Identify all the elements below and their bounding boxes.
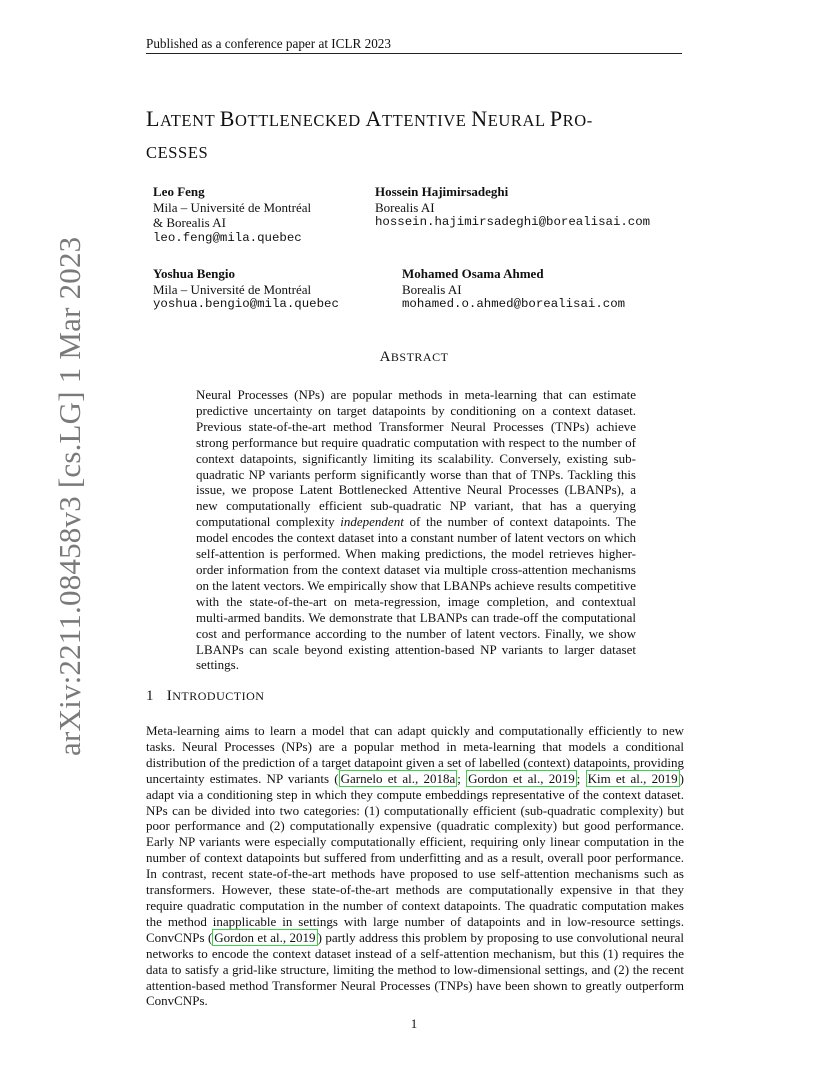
header-rule bbox=[146, 53, 682, 54]
author-block bbox=[153, 184, 311, 246]
body-text: Meta-learning aims to learn a model that can adapt quickly and computationally efficiently to new tasks. Neural Processes (NPs) are a popular method in meta-learning that models a conditional distribution of the prediction of a target datapoint given a set of labelled (context) datapoints, providing uncertainty estimates. NP variants ( bbox=[146, 723, 684, 786]
title-part: - bbox=[586, 111, 593, 130]
author-email[interactable]: hossein.hajimirsadeghi@borealisai.com bbox=[375, 215, 651, 229]
citation-link[interactable]: Kim et al., 2019 bbox=[587, 770, 678, 786]
paper-title bbox=[146, 104, 686, 168]
abstract-text-emphasis: independent bbox=[340, 514, 404, 530]
author-name: Hossein Hajimirsadeghi bbox=[375, 184, 509, 199]
author-affiliation: Mila – Université de Montréal bbox=[153, 281, 312, 297]
title-part: P bbox=[549, 106, 563, 131]
body-text: ) partly address this problem by proposing to use convolutional neural networks to encode the context dataset instead of a self-attention mechanism, but this (1) requires the data to satisfy a grid-like structure, limiting the method to low-dimensional settings, and (2) the recent attention-based method Transformer Neural Processes (TNPs) have been shown to greatly outperform ConvCNPs. bbox=[146, 929, 685, 1009]
title-part: OTTLENECKED bbox=[235, 111, 366, 130]
title-part: TTENTIVE bbox=[381, 111, 472, 130]
abstract-text bbox=[196, 387, 636, 673]
abstract-text-part: of the number of context datapoints. The model encodes the context dataset into a constant number of latent vectors on which self-attention is performed. When making predictions, the model retrieves higher-order information from the context dataset via multiple cross-attention mechanisms on the latent vectors. We empirically show that LBANPs achieve results competitive with the state-of-the-art on meta-regression, image completion, and contextual multi-armed bandits. We demonstrate that LBANPs can trade-off the computational cost and performance according to the number of latent vectors. Finally, we show LBANPs can scale beyond existing attention-based NP variants to larger dataset settings. bbox=[196, 514, 636, 673]
title-part: CESSES bbox=[146, 143, 209, 162]
title-part: A bbox=[365, 106, 382, 131]
author-email[interactable]: mohamed.o.ahmed@borealisai.com bbox=[402, 297, 626, 311]
section-number: 1 bbox=[146, 688, 154, 704]
title-part: RO bbox=[562, 111, 587, 130]
author-affiliation: Borealis AI bbox=[375, 199, 435, 215]
author-block bbox=[375, 184, 650, 231]
title-part: ATENT bbox=[160, 111, 220, 130]
author-affiliation: Mila – Université de Montréal bbox=[153, 199, 312, 215]
citation-link[interactable]: Gordon et al., 2019 bbox=[214, 929, 316, 945]
author-name: Yoshua Bengio bbox=[153, 266, 235, 281]
title-part: B bbox=[219, 106, 235, 131]
page-number: 1 bbox=[410, 1016, 418, 1031]
title-part: N bbox=[471, 106, 488, 131]
author-email[interactable]: yoshua.bengio@mila.quebec bbox=[153, 297, 339, 311]
running-header: Published as a conference paper at ICLR 2023 bbox=[146, 36, 391, 51]
author-affiliation: & Borealis AI bbox=[153, 215, 226, 230]
abstract-heading-rest: BSTRACT bbox=[390, 350, 449, 364]
section-title-rest: NTRODUCTION bbox=[172, 689, 265, 703]
author-affiliation: Borealis AI bbox=[402, 281, 462, 297]
citation-link[interactable]: Garnelo et al., 2018a bbox=[340, 770, 456, 786]
body-text: ) adapt via a conditioning step in which they compute embeddings representative of the context dataset. NPs can be divided into two categories: (1) computationally efficient (sub-quadratic complexity) but poor performance and (2) computationally expensive (quadratic complexity) but good performance. Early NP variants were especially computationally efficient, requiring only linear computation in the number of context datapoints but suffered from underfitting and as a result, overall poor performance. In contrast, recent state-of-the-art methods have proposed to use self-attention mechanisms such as transformers. However, these state-of-the-art methods are computationally expensive in that they require quadratic computation in the number of context datapoints. The quadratic computation makes the method inapplicable in settings with large number of datapoints and in low-resource settings. ConvCNPs ( bbox=[146, 770, 684, 945]
title-part: L bbox=[146, 106, 161, 131]
abstract-heading-first: A bbox=[379, 349, 391, 365]
citation-link[interactable]: Gordon et al., 2019 bbox=[468, 770, 575, 786]
author-name: Mohamed Osama Ahmed bbox=[402, 266, 544, 281]
intro-paragraph bbox=[146, 723, 684, 1009]
arxiv-sidebar-id: arXiv:2211.08458v3 [cs.LG] 1 Mar 2023 bbox=[52, 236, 87, 756]
section-heading bbox=[146, 688, 264, 705]
abstract-heading bbox=[0, 349, 828, 366]
title-part: EURAL bbox=[487, 111, 550, 130]
abstract-text-part: Neural Processes (NPs) are popular methods in meta-learning that can estimate predictive uncertainty on target datapoints by conditioning on a context dataset. Previous state-of-the-art method Transformer Neural Processes (TNPs) achieve strong performance but require quadratic computation with respect to the number of context datapoints, significantly limiting its scalability. Conversely, existing sub-quadratic NP variants perform significantly worse than that of TNPs. Tackling this issue, we propose Latent Bottlenecked Attentive Neural Processes (LBANPs), a new computationally efficient sub-quadratic NP variant, that has a querying computational complexity bbox=[196, 387, 636, 530]
author-block bbox=[153, 266, 339, 313]
author-email[interactable]: leo.feng@mila.quebec bbox=[153, 230, 302, 245]
body-text: ; bbox=[457, 770, 467, 786]
body-text: ; bbox=[576, 770, 586, 786]
author-name: Leo Feng bbox=[153, 184, 205, 199]
section-title-first: I bbox=[166, 688, 173, 704]
author-block bbox=[402, 266, 625, 313]
